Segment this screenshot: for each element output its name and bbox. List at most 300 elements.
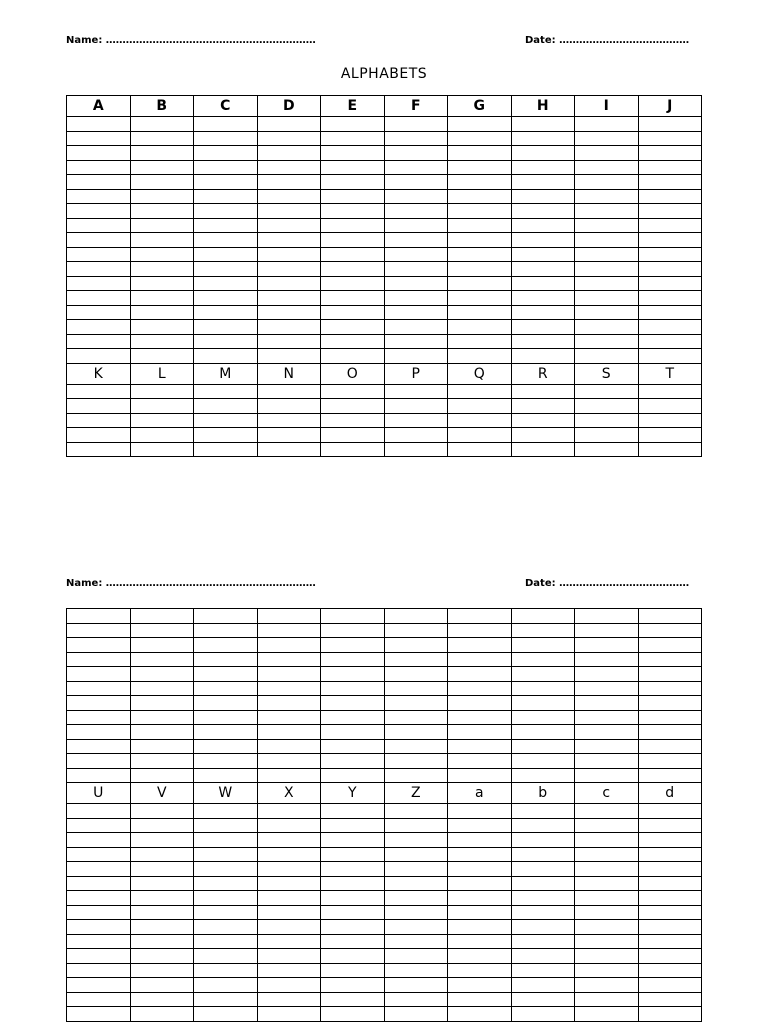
writing-cell[interactable] <box>321 725 385 740</box>
writing-cell[interactable] <box>448 1007 512 1022</box>
writing-cell[interactable] <box>194 623 258 638</box>
writing-cell[interactable] <box>575 818 639 833</box>
writing-cell[interactable] <box>194 949 258 964</box>
writing-cell[interactable] <box>511 233 575 248</box>
writing-cell[interactable] <box>321 739 385 754</box>
writing-cell[interactable] <box>257 876 321 891</box>
writing-cell[interactable] <box>194 833 258 848</box>
writing-cell[interactable] <box>448 247 512 262</box>
writing-cell[interactable] <box>257 413 321 428</box>
writing-cell[interactable] <box>511 276 575 291</box>
writing-cell[interactable] <box>321 305 385 320</box>
writing-cell[interactable] <box>130 667 194 682</box>
writing-cell[interactable] <box>321 667 385 682</box>
writing-cell[interactable] <box>638 442 702 457</box>
writing-cell[interactable] <box>130 978 194 993</box>
writing-cell[interactable] <box>575 804 639 819</box>
writing-cell[interactable] <box>384 934 448 949</box>
writing-cell[interactable] <box>511 768 575 783</box>
writing-cell[interactable] <box>448 623 512 638</box>
writing-cell[interactable] <box>321 1007 385 1022</box>
writing-cell[interactable] <box>575 725 639 740</box>
writing-cell[interactable] <box>575 905 639 920</box>
writing-cell[interactable] <box>575 291 639 306</box>
writing-cell[interactable] <box>638 349 702 364</box>
writing-cell[interactable] <box>384 428 448 443</box>
writing-cell[interactable] <box>67 305 131 320</box>
writing-cell[interactable] <box>384 160 448 175</box>
writing-cell[interactable] <box>511 160 575 175</box>
writing-cell[interactable] <box>448 667 512 682</box>
writing-cell[interactable] <box>194 891 258 906</box>
writing-cell[interactable] <box>511 681 575 696</box>
writing-cell[interactable] <box>448 833 512 848</box>
writing-cell[interactable] <box>448 334 512 349</box>
writing-cell[interactable] <box>194 175 258 190</box>
writing-cell[interactable] <box>194 262 258 277</box>
writing-cell[interactable] <box>67 768 131 783</box>
writing-cell[interactable] <box>638 739 702 754</box>
writing-cell[interactable] <box>67 117 131 132</box>
writing-cell[interactable] <box>130 920 194 935</box>
writing-cell[interactable] <box>257 862 321 877</box>
writing-cell[interactable] <box>321 862 385 877</box>
writing-cell[interactable] <box>194 204 258 219</box>
writing-cell[interactable] <box>511 667 575 682</box>
writing-cell[interactable] <box>511 833 575 848</box>
writing-cell[interactable] <box>448 978 512 993</box>
writing-cell[interactable] <box>384 276 448 291</box>
writing-cell[interactable] <box>130 905 194 920</box>
writing-cell[interactable] <box>575 876 639 891</box>
writing-cell[interactable] <box>257 623 321 638</box>
writing-cell[interactable] <box>257 117 321 132</box>
writing-cell[interactable] <box>575 233 639 248</box>
writing-cell[interactable] <box>448 754 512 769</box>
writing-cell[interactable] <box>67 696 131 711</box>
writing-cell[interactable] <box>130 204 194 219</box>
writing-cell[interactable] <box>130 710 194 725</box>
writing-cell[interactable] <box>130 247 194 262</box>
writing-cell[interactable] <box>638 710 702 725</box>
writing-cell[interactable] <box>130 681 194 696</box>
writing-cell[interactable] <box>638 160 702 175</box>
writing-cell[interactable] <box>67 1007 131 1022</box>
writing-cell[interactable] <box>194 442 258 457</box>
writing-cell[interactable] <box>638 818 702 833</box>
writing-cell[interactable] <box>321 949 385 964</box>
writing-cell[interactable] <box>67 399 131 414</box>
writing-cell[interactable] <box>638 876 702 891</box>
writing-cell[interactable] <box>194 905 258 920</box>
writing-cell[interactable] <box>321 623 385 638</box>
writing-cell[interactable] <box>511 334 575 349</box>
writing-cell[interactable] <box>257 175 321 190</box>
writing-cell[interactable] <box>575 768 639 783</box>
writing-cell[interactable] <box>448 876 512 891</box>
writing-cell[interactable] <box>448 681 512 696</box>
writing-cell[interactable] <box>194 710 258 725</box>
writing-cell[interactable] <box>511 847 575 862</box>
writing-cell[interactable] <box>130 189 194 204</box>
writing-cell[interactable] <box>130 349 194 364</box>
writing-cell[interactable] <box>384 623 448 638</box>
writing-cell[interactable] <box>130 754 194 769</box>
writing-cell[interactable] <box>384 905 448 920</box>
writing-cell[interactable] <box>384 710 448 725</box>
writing-cell[interactable] <box>67 725 131 740</box>
writing-cell[interactable] <box>130 609 194 624</box>
writing-cell[interactable] <box>321 175 385 190</box>
writing-cell[interactable] <box>511 609 575 624</box>
writing-cell[interactable] <box>257 696 321 711</box>
writing-cell[interactable] <box>384 349 448 364</box>
writing-cell[interactable] <box>130 428 194 443</box>
writing-cell[interactable] <box>575 305 639 320</box>
writing-cell[interactable] <box>575 891 639 906</box>
writing-cell[interactable] <box>67 804 131 819</box>
writing-cell[interactable] <box>448 862 512 877</box>
writing-cell[interactable] <box>194 131 258 146</box>
writing-cell[interactable] <box>638 413 702 428</box>
writing-cell[interactable] <box>575 754 639 769</box>
writing-cell[interactable] <box>194 189 258 204</box>
writing-cell[interactable] <box>130 963 194 978</box>
writing-cell[interactable] <box>638 247 702 262</box>
writing-cell[interactable] <box>384 175 448 190</box>
writing-cell[interactable] <box>575 334 639 349</box>
writing-cell[interactable] <box>511 638 575 653</box>
writing-cell[interactable] <box>130 334 194 349</box>
writing-cell[interactable] <box>638 847 702 862</box>
writing-cell[interactable] <box>384 638 448 653</box>
writing-cell[interactable] <box>67 920 131 935</box>
writing-cell[interactable] <box>257 189 321 204</box>
writing-cell[interactable] <box>257 667 321 682</box>
writing-cell[interactable] <box>638 609 702 624</box>
writing-cell[interactable] <box>194 667 258 682</box>
writing-cell[interactable] <box>575 638 639 653</box>
writing-cell[interactable] <box>448 725 512 740</box>
writing-cell[interactable] <box>575 681 639 696</box>
writing-cell[interactable] <box>257 218 321 233</box>
writing-cell[interactable] <box>194 247 258 262</box>
writing-cell[interactable] <box>67 978 131 993</box>
writing-cell[interactable] <box>67 262 131 277</box>
writing-cell[interactable] <box>638 334 702 349</box>
writing-cell[interactable] <box>67 276 131 291</box>
writing-cell[interactable] <box>67 667 131 682</box>
writing-cell[interactable] <box>321 934 385 949</box>
writing-cell[interactable] <box>67 949 131 964</box>
writing-cell[interactable] <box>638 175 702 190</box>
writing-cell[interactable] <box>67 247 131 262</box>
writing-cell[interactable] <box>638 652 702 667</box>
writing-cell[interactable] <box>130 623 194 638</box>
writing-cell[interactable] <box>511 739 575 754</box>
writing-cell[interactable] <box>511 934 575 949</box>
writing-cell[interactable] <box>67 891 131 906</box>
writing-cell[interactable] <box>575 963 639 978</box>
writing-cell[interactable] <box>511 876 575 891</box>
writing-cell[interactable] <box>67 146 131 161</box>
writing-cell[interactable] <box>67 189 131 204</box>
writing-cell[interactable] <box>67 291 131 306</box>
writing-cell[interactable] <box>511 652 575 667</box>
writing-cell[interactable] <box>194 681 258 696</box>
writing-cell[interactable] <box>257 428 321 443</box>
writing-cell[interactable] <box>194 696 258 711</box>
writing-cell[interactable] <box>511 992 575 1007</box>
writing-cell[interactable] <box>257 204 321 219</box>
writing-cell[interactable] <box>257 399 321 414</box>
writing-cell[interactable] <box>257 681 321 696</box>
writing-cell[interactable] <box>638 204 702 219</box>
writing-cell[interactable] <box>257 949 321 964</box>
writing-cell[interactable] <box>638 262 702 277</box>
writing-cell[interactable] <box>511 623 575 638</box>
writing-cell[interactable] <box>384 847 448 862</box>
writing-cell[interactable] <box>130 992 194 1007</box>
writing-cell[interactable] <box>194 320 258 335</box>
writing-cell[interactable] <box>638 905 702 920</box>
writing-cell[interactable] <box>67 160 131 175</box>
writing-cell[interactable] <box>511 725 575 740</box>
writing-cell[interactable] <box>511 305 575 320</box>
writing-cell[interactable] <box>321 978 385 993</box>
writing-cell[interactable] <box>321 442 385 457</box>
writing-cell[interactable] <box>448 320 512 335</box>
writing-cell[interactable] <box>384 384 448 399</box>
writing-cell[interactable] <box>384 334 448 349</box>
writing-cell[interactable] <box>384 818 448 833</box>
writing-cell[interactable] <box>384 891 448 906</box>
writing-cell[interactable] <box>638 696 702 711</box>
writing-cell[interactable] <box>67 739 131 754</box>
writing-cell[interactable] <box>575 847 639 862</box>
writing-cell[interactable] <box>321 920 385 935</box>
writing-cell[interactable] <box>511 204 575 219</box>
writing-cell[interactable] <box>321 233 385 248</box>
writing-cell[interactable] <box>67 992 131 1007</box>
writing-cell[interactable] <box>67 609 131 624</box>
writing-cell[interactable] <box>257 652 321 667</box>
writing-cell[interactable] <box>130 768 194 783</box>
writing-cell[interactable] <box>638 891 702 906</box>
writing-cell[interactable] <box>448 305 512 320</box>
writing-cell[interactable] <box>638 833 702 848</box>
writing-cell[interactable] <box>448 934 512 949</box>
writing-cell[interactable] <box>257 847 321 862</box>
writing-cell[interactable] <box>511 175 575 190</box>
writing-cell[interactable] <box>194 1007 258 1022</box>
writing-cell[interactable] <box>511 949 575 964</box>
writing-cell[interactable] <box>321 818 385 833</box>
writing-cell[interactable] <box>511 320 575 335</box>
writing-cell[interactable] <box>194 349 258 364</box>
writing-cell[interactable] <box>257 833 321 848</box>
writing-cell[interactable] <box>575 320 639 335</box>
writing-cell[interactable] <box>257 804 321 819</box>
writing-cell[interactable] <box>257 920 321 935</box>
writing-cell[interactable] <box>448 399 512 414</box>
writing-cell[interactable] <box>130 233 194 248</box>
writing-cell[interactable] <box>384 291 448 306</box>
writing-cell[interactable] <box>511 349 575 364</box>
writing-cell[interactable] <box>384 189 448 204</box>
writing-cell[interactable] <box>321 754 385 769</box>
writing-cell[interactable] <box>638 218 702 233</box>
writing-cell[interactable] <box>384 949 448 964</box>
writing-cell[interactable] <box>130 934 194 949</box>
writing-cell[interactable] <box>321 681 385 696</box>
writing-cell[interactable] <box>321 710 385 725</box>
writing-cell[interactable] <box>448 804 512 819</box>
writing-cell[interactable] <box>575 442 639 457</box>
writing-cell[interactable] <box>321 384 385 399</box>
writing-cell[interactable] <box>511 754 575 769</box>
writing-cell[interactable] <box>130 891 194 906</box>
writing-cell[interactable] <box>321 963 385 978</box>
writing-cell[interactable] <box>511 218 575 233</box>
writing-cell[interactable] <box>194 609 258 624</box>
writing-cell[interactable] <box>194 963 258 978</box>
writing-cell[interactable] <box>575 652 639 667</box>
writing-cell[interactable] <box>130 305 194 320</box>
writing-cell[interactable] <box>130 146 194 161</box>
writing-cell[interactable] <box>130 1007 194 1022</box>
writing-cell[interactable] <box>194 804 258 819</box>
writing-cell[interactable] <box>448 847 512 862</box>
writing-cell[interactable] <box>194 920 258 935</box>
writing-cell[interactable] <box>638 623 702 638</box>
writing-cell[interactable] <box>638 667 702 682</box>
writing-cell[interactable] <box>194 818 258 833</box>
writing-cell[interactable] <box>638 992 702 1007</box>
writing-cell[interactable] <box>321 247 385 262</box>
writing-cell[interactable] <box>448 442 512 457</box>
writing-cell[interactable] <box>67 754 131 769</box>
writing-cell[interactable] <box>448 905 512 920</box>
writing-cell[interactable] <box>638 428 702 443</box>
writing-cell[interactable] <box>638 305 702 320</box>
writing-cell[interactable] <box>384 262 448 277</box>
writing-cell[interactable] <box>130 384 194 399</box>
writing-cell[interactable] <box>67 442 131 457</box>
writing-cell[interactable] <box>511 131 575 146</box>
writing-cell[interactable] <box>257 384 321 399</box>
writing-cell[interactable] <box>67 876 131 891</box>
writing-cell[interactable] <box>67 175 131 190</box>
writing-cell[interactable] <box>130 160 194 175</box>
writing-cell[interactable] <box>130 218 194 233</box>
writing-cell[interactable] <box>638 963 702 978</box>
writing-cell[interactable] <box>384 754 448 769</box>
writing-cell[interactable] <box>575 949 639 964</box>
writing-cell[interactable] <box>130 804 194 819</box>
writing-cell[interactable] <box>448 652 512 667</box>
writing-cell[interactable] <box>384 862 448 877</box>
writing-cell[interactable] <box>384 218 448 233</box>
writing-cell[interactable] <box>194 847 258 862</box>
writing-cell[interactable] <box>67 320 131 335</box>
writing-cell[interactable] <box>448 131 512 146</box>
writing-cell[interactable] <box>638 384 702 399</box>
writing-cell[interactable] <box>321 638 385 653</box>
writing-cell[interactable] <box>321 146 385 161</box>
writing-cell[interactable] <box>257 349 321 364</box>
writing-cell[interactable] <box>448 262 512 277</box>
writing-cell[interactable] <box>575 146 639 161</box>
writing-cell[interactable] <box>321 847 385 862</box>
writing-cell[interactable] <box>321 117 385 132</box>
writing-cell[interactable] <box>67 681 131 696</box>
writing-cell[interactable] <box>448 992 512 1007</box>
writing-cell[interactable] <box>575 131 639 146</box>
writing-cell[interactable] <box>384 652 448 667</box>
writing-cell[interactable] <box>384 413 448 428</box>
writing-cell[interactable] <box>67 963 131 978</box>
writing-cell[interactable] <box>511 384 575 399</box>
writing-cell[interactable] <box>448 276 512 291</box>
writing-cell[interactable] <box>194 862 258 877</box>
writing-cell[interactable] <box>130 725 194 740</box>
writing-cell[interactable] <box>448 175 512 190</box>
writing-cell[interactable] <box>67 413 131 428</box>
writing-cell[interactable] <box>575 117 639 132</box>
writing-cell[interactable] <box>194 160 258 175</box>
writing-cell[interactable] <box>638 189 702 204</box>
writing-cell[interactable] <box>257 291 321 306</box>
writing-cell[interactable] <box>384 1007 448 1022</box>
writing-cell[interactable] <box>130 739 194 754</box>
writing-cell[interactable] <box>130 638 194 653</box>
writing-cell[interactable] <box>511 891 575 906</box>
writing-cell[interactable] <box>511 399 575 414</box>
writing-cell[interactable] <box>448 818 512 833</box>
writing-cell[interactable] <box>384 442 448 457</box>
writing-cell[interactable] <box>575 862 639 877</box>
writing-cell[interactable] <box>384 399 448 414</box>
writing-cell[interactable] <box>321 189 385 204</box>
writing-cell[interactable] <box>384 609 448 624</box>
writing-cell[interactable] <box>67 204 131 219</box>
writing-cell[interactable] <box>575 262 639 277</box>
writing-cell[interactable] <box>384 146 448 161</box>
writing-cell[interactable] <box>448 949 512 964</box>
writing-cell[interactable] <box>321 876 385 891</box>
writing-cell[interactable] <box>194 305 258 320</box>
writing-cell[interactable] <box>575 349 639 364</box>
writing-cell[interactable] <box>130 131 194 146</box>
writing-cell[interactable] <box>575 428 639 443</box>
writing-cell[interactable] <box>257 725 321 740</box>
writing-cell[interactable] <box>575 218 639 233</box>
writing-cell[interactable] <box>130 175 194 190</box>
writing-cell[interactable] <box>67 905 131 920</box>
writing-cell[interactable] <box>638 681 702 696</box>
writing-cell[interactable] <box>194 934 258 949</box>
writing-cell[interactable] <box>511 963 575 978</box>
writing-cell[interactable] <box>448 117 512 132</box>
writing-cell[interactable] <box>321 204 385 219</box>
writing-cell[interactable] <box>321 399 385 414</box>
writing-cell[interactable] <box>575 413 639 428</box>
writing-cell[interactable] <box>511 978 575 993</box>
writing-cell[interactable] <box>448 291 512 306</box>
writing-cell[interactable] <box>638 978 702 993</box>
writing-cell[interactable] <box>257 768 321 783</box>
